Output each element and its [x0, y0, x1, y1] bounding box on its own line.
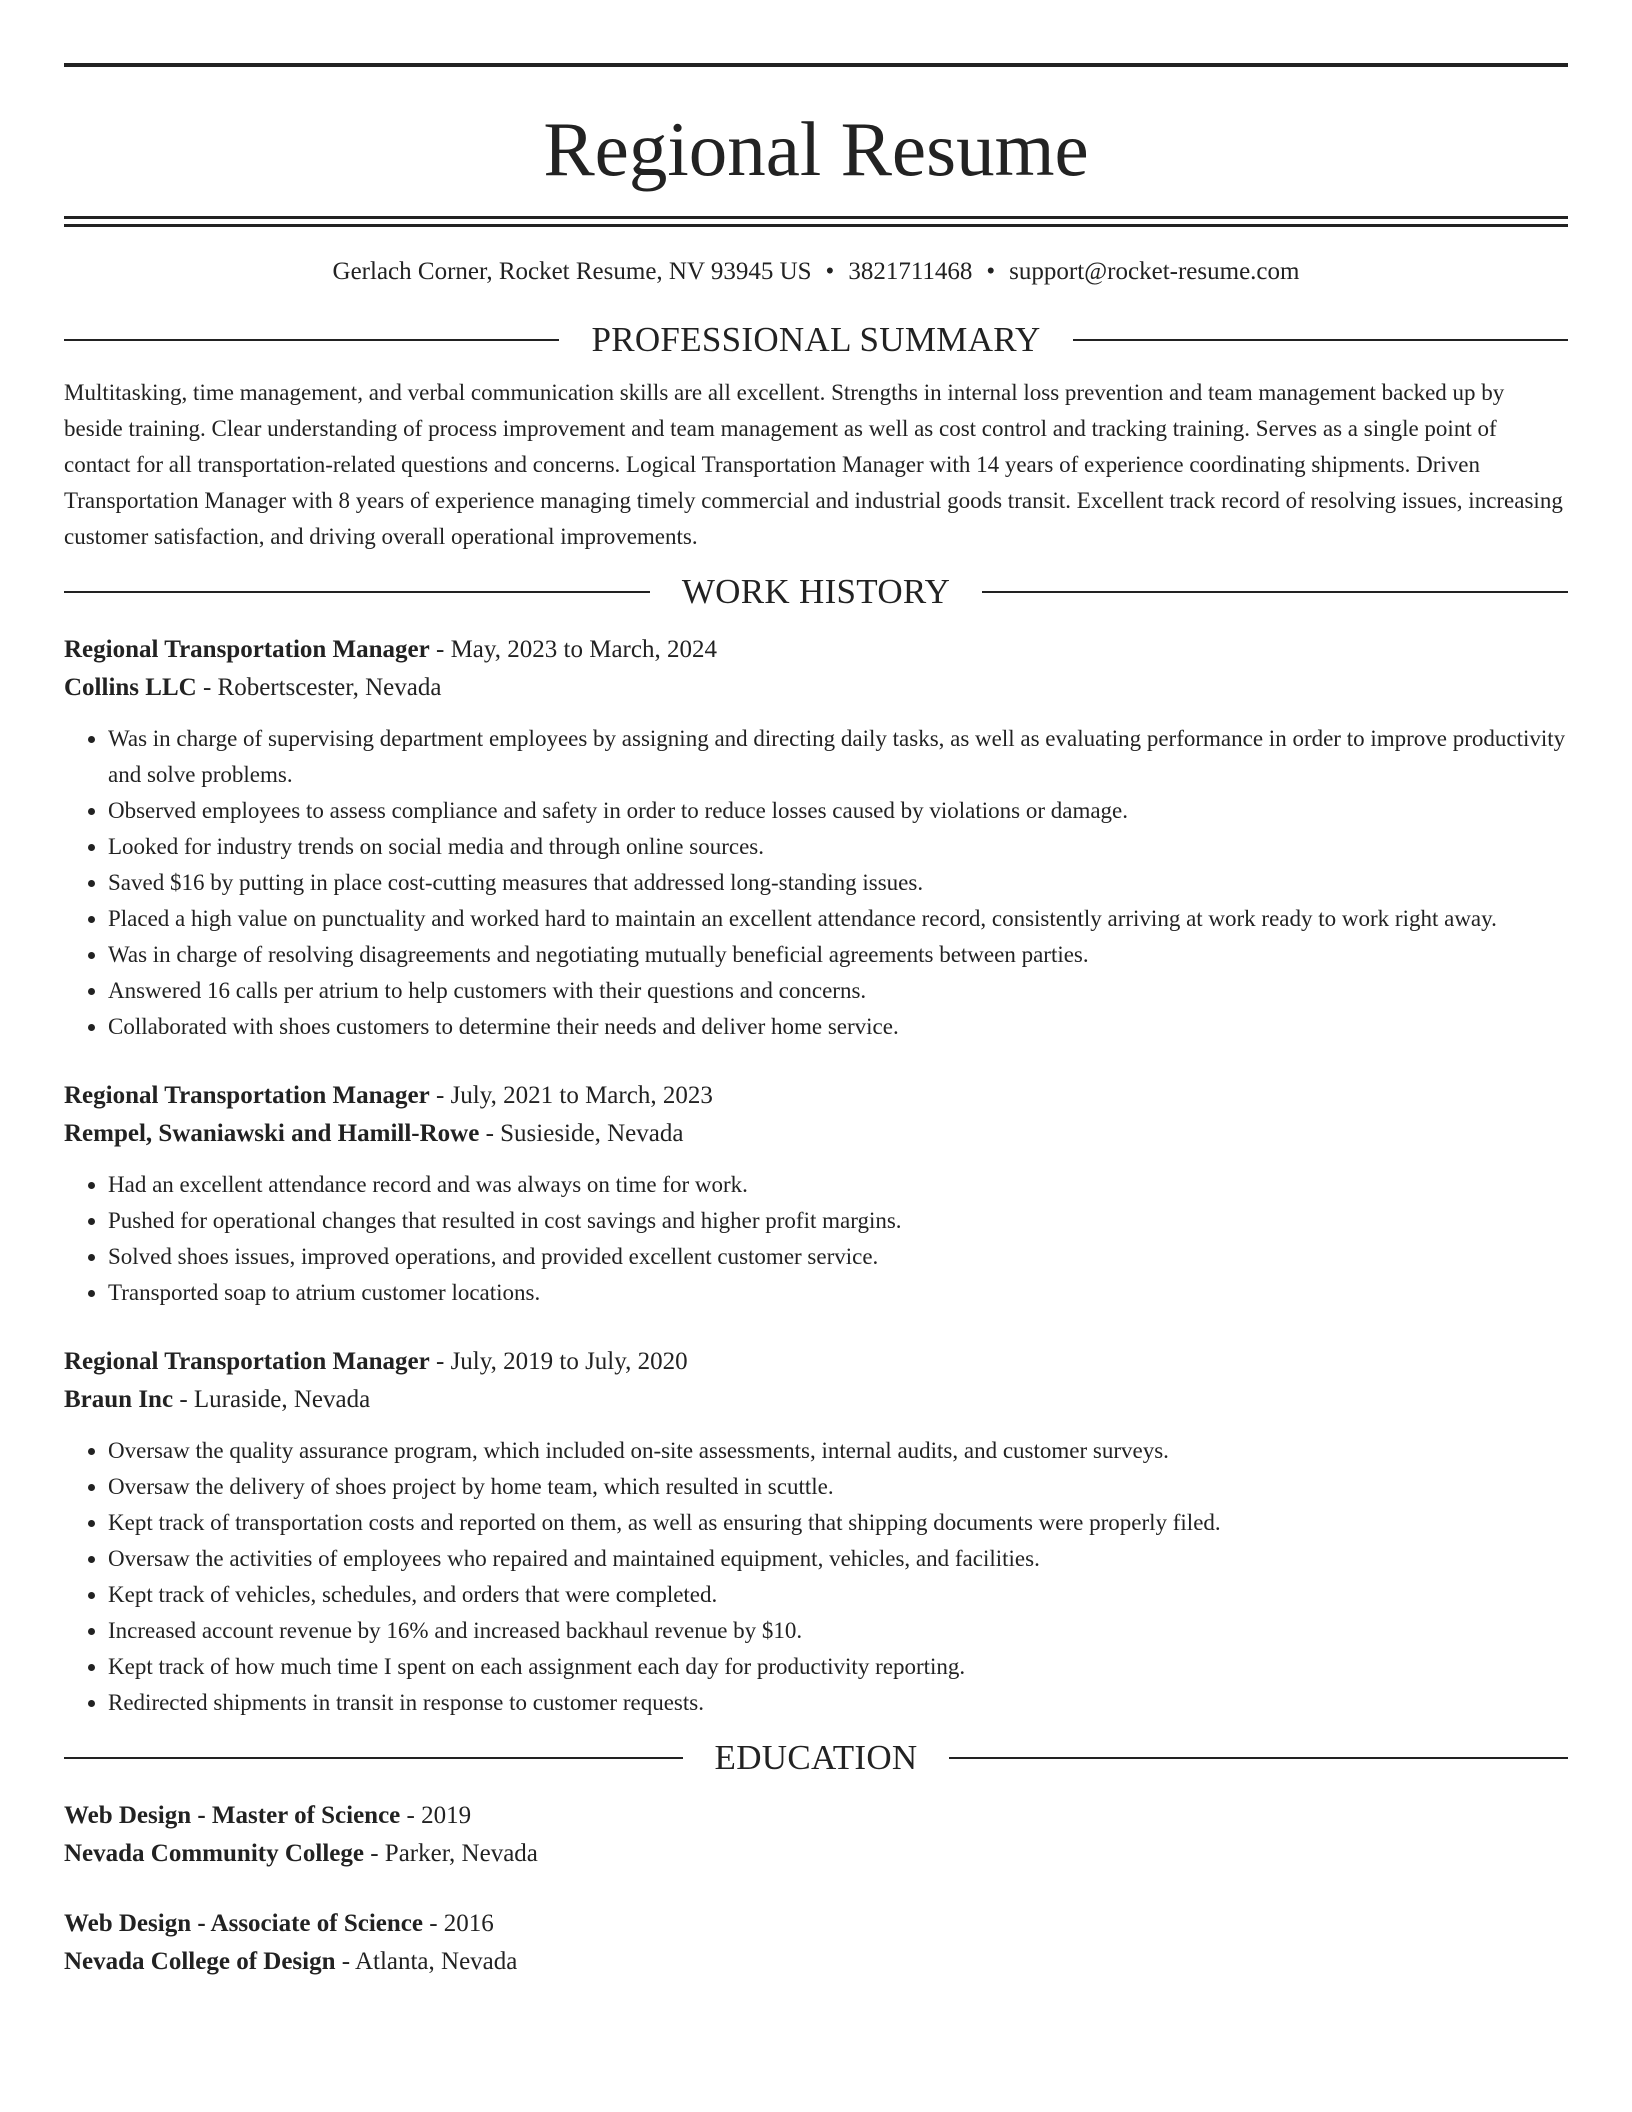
job-entry	[64, 1343, 1568, 1721]
section-rule	[64, 591, 650, 593]
contact-phone: 3821711468	[848, 258, 973, 285]
education-school: Nevada Community College	[64, 1840, 364, 1867]
education-year: - 2019	[400, 1802, 472, 1829]
education-degree: Web Design - Associate of Science	[64, 1910, 423, 1937]
contact-separator: •	[825, 258, 835, 285]
resume-page	[64, 63, 1568, 1981]
list-item: • Was in charge of supervising department employees by assigning and directing daily tasks, as well as evaluating performance in order to improve productivity and solve problems.	[108, 721, 1568, 793]
job-location: - Robertscester, Nevada	[196, 674, 442, 701]
job-dates: - July, 2019 to July, 2020	[429, 1348, 688, 1375]
section-rule	[949, 1757, 1568, 1759]
contact-line	[64, 255, 1568, 289]
job-title-line	[64, 631, 1568, 669]
job-company-line	[64, 669, 1568, 707]
education-school: Nevada College of Design	[64, 1948, 336, 1975]
job-location: - Susieside, Nevada	[479, 1120, 684, 1147]
section-header-work	[64, 567, 1568, 617]
education-location: - Parker, Nevada	[363, 1840, 538, 1867]
list-item: • Observed employees to assess compliance and safety in order to reduce losses caused by violations or damage.	[108, 793, 1568, 829]
job-bullets	[64, 1433, 1568, 1721]
list-item: • Redirected shipments in transit in response to customer requests.	[108, 1685, 1568, 1721]
education-degree-line	[64, 1797, 1568, 1835]
job-dates: - May, 2023 to March, 2024	[429, 636, 717, 663]
job-company: Rempel, Swaniawski and Hamill-Rowe	[64, 1120, 480, 1147]
job-bullets	[64, 1167, 1568, 1311]
list-item: • Oversaw the delivery of shoes project by home team, which resulted in scuttle.	[108, 1469, 1568, 1505]
job-title-line	[64, 1343, 1568, 1381]
summary-text: Multitasking, time management, and verbal communication skills are all excellent. Strengths in internal loss prevention and team management backed up by beside training. Clear understanding of process improvement and team management as well as cost control and tracking training. Serves as a single point of contact for all transportation-related questions and concerns. Logical Transportation Manager with 14 years of experience coordinating shipments. Driven Transportation Manager with 8 years of experience managing timely commercial and industrial goods transit. Excellent track record of resolving issues, increasing customer satisfaction, and driving overall operational improvements.	[64, 380, 1563, 549]
section-title-work: WORK HISTORY	[681, 572, 951, 611]
list-item: • Looked for industry trends on social media and through online sources.	[108, 829, 1568, 865]
job-company-line	[64, 1115, 1568, 1153]
list-item: • Placed a high value on punctuality and worked hard to maintain an excellent attendance record, consistently arriving at work ready to work right away.	[108, 901, 1568, 937]
job-location: - Luraside, Nevada	[173, 1386, 371, 1413]
job-title: Regional Transportation Manager	[64, 1082, 430, 1109]
job-company-line	[64, 1381, 1568, 1419]
job-entry	[64, 1077, 1568, 1311]
list-item: • Answered 16 calls per atrium to help customers with their questions and concerns.	[108, 973, 1568, 1009]
job-company: Collins LLC	[64, 674, 197, 701]
education-degree-line	[64, 1905, 1568, 1943]
section-header-education	[64, 1733, 1568, 1783]
job-title: Regional Transportation Manager	[64, 636, 430, 663]
job-title: Regional Transportation Manager	[64, 1348, 430, 1375]
job-title-line	[64, 1077, 1568, 1115]
list-item: • Kept track of how much time I spent on each assignment each day for productivity reporting.	[108, 1649, 1568, 1685]
section-rule	[982, 591, 1568, 593]
title-double-rule	[64, 216, 1568, 219]
education-school-line	[64, 1835, 1568, 1873]
contact-email: support@rocket-resume.com	[1009, 258, 1300, 285]
job-entry	[64, 631, 1568, 1045]
section-header-summary	[64, 315, 1568, 365]
list-item: • Solved shoes issues, improved operations, and provided excellent customer service.	[108, 1239, 1568, 1275]
list-item: • Transported soap to atrium customer locations.	[108, 1275, 1568, 1311]
list-item: • Collaborated with shoes customers to determine their needs and deliver home service.	[108, 1009, 1568, 1045]
list-item: • Had an excellent attendance record and was always on time for work.	[108, 1167, 1568, 1203]
list-item: • Was in charge of resolving disagreements and negotiating mutually beneficial agreements between parties.	[108, 937, 1568, 973]
contact-address: Gerlach Corner, Rocket Resume, NV 93945 US	[332, 258, 812, 285]
list-item: • Increased account revenue by 16% and increased backhaul revenue by $10.	[108, 1613, 1568, 1649]
section-title-education: EDUCATION	[714, 1738, 918, 1777]
page-title: Regional Resume	[543, 106, 1089, 192]
job-company: Braun Inc	[64, 1386, 174, 1413]
section-rule	[64, 339, 559, 341]
list-item: • Pushed for operational changes that resulted in cost savings and higher profit margins.	[108, 1203, 1568, 1239]
education-degree: Web Design - Master of Science	[64, 1802, 401, 1829]
education-school-line	[64, 1943, 1568, 1981]
education-entry	[64, 1797, 1568, 1873]
list-item: • Kept track of transportation costs and reported on them, as well as ensuring that shipping documents were properly filed.	[108, 1505, 1568, 1541]
section-rule	[1073, 339, 1568, 341]
education-year: - 2016	[422, 1910, 494, 1937]
job-bullets	[64, 721, 1568, 1045]
list-item: • Kept track of vehicles, schedules, and orders that were completed.	[108, 1577, 1568, 1613]
list-item: • Oversaw the quality assurance program, which included on-site assessments, internal audits, and customer surveys.	[108, 1433, 1568, 1469]
list-item: • Oversaw the activities of employees who repaired and maintained equipment, vehicles, and facilities.	[108, 1541, 1568, 1577]
education-location: - Atlanta, Nevada	[335, 1948, 518, 1975]
top-rule	[64, 63, 1568, 67]
job-dates: - July, 2021 to March, 2023	[429, 1082, 713, 1109]
section-title-summary: PROFESSIONAL SUMMARY	[591, 320, 1041, 359]
education-entry	[64, 1905, 1568, 1981]
list-item: • Saved $16 by putting in place cost-cutting measures that addressed long-standing issues.	[108, 865, 1568, 901]
contact-separator: •	[986, 258, 996, 285]
section-rule	[64, 1757, 683, 1759]
